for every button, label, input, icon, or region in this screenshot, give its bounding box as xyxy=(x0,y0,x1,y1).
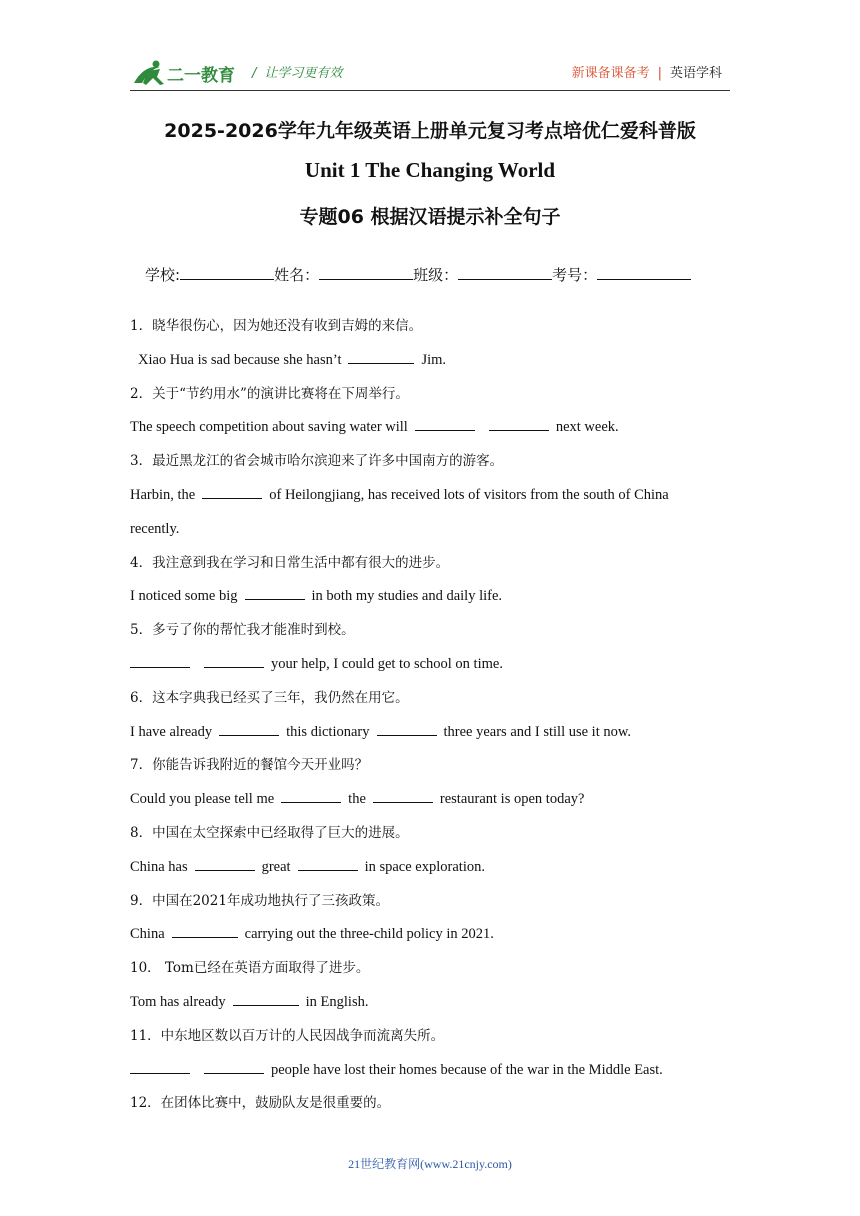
question-8-prompt: 8．中国在太空探索中已经取得了巨大的进展。 xyxy=(130,824,409,841)
text-segment: the xyxy=(348,791,366,808)
student-info-row xyxy=(145,264,691,285)
text-segment: Could you please tell me xyxy=(130,791,275,808)
text-segment: next week. xyxy=(555,419,619,436)
text-segment: great xyxy=(261,858,291,875)
question-2-sentence xyxy=(130,411,730,445)
page-header xyxy=(130,55,730,91)
header-slogan: / 让学习更有效 xyxy=(252,66,343,81)
text-segment: of Heilongjiang, has received lots of visitors from the south of China xyxy=(269,486,669,503)
question-9-prompt: 9．中国在2021年成功地执行了三孩政策。 xyxy=(130,892,389,909)
answer-blank[interactable] xyxy=(172,924,238,938)
text-segment: carrying out the three-child policy in 2021. xyxy=(244,926,494,943)
text-segment: people have lost their homes because of the war in the Middle East. xyxy=(271,1061,663,1078)
question-12-prompt: 12．在团体比赛中，鼓励队友是很重要的。 xyxy=(130,1095,391,1112)
answer-blank[interactable] xyxy=(348,350,414,364)
text-segment: Jim. xyxy=(421,351,447,368)
text-segment: restaurant is open today? xyxy=(439,791,585,808)
header-divider xyxy=(130,90,730,91)
course-label: 新课备课备考 xyxy=(571,66,650,81)
question-11-prompt: 11．中东地区数以百万计的人民因战争而流离失所。 xyxy=(130,1027,445,1044)
question-7-sentence xyxy=(130,783,730,817)
text-segment: three years and I still use it now. xyxy=(443,723,632,740)
answer-blank[interactable] xyxy=(195,857,255,871)
name-label: 姓名： xyxy=(274,266,320,284)
document-title: 2025-2026学年九年级英语上册单元复习考点培优仁爱科普版 xyxy=(164,120,696,142)
answer-blank[interactable] xyxy=(245,586,305,600)
text-segment: Harbin, the xyxy=(130,486,196,503)
question-3-prompt: 3．最近黑龙江的省会城市哈尔滨迎来了许多中国南方的游客。 xyxy=(130,453,504,470)
question-5-sentence xyxy=(130,648,730,682)
answer-blank[interactable] xyxy=(298,857,358,871)
question-3-sentence-cont: recently. xyxy=(130,520,180,537)
question-2-prompt: 2．关于“节约用水”的演讲比赛将在下周举行。 xyxy=(130,385,409,402)
answer-blank[interactable] xyxy=(204,1060,264,1074)
text-segment: in English. xyxy=(305,993,369,1010)
answer-blank[interactable] xyxy=(130,1060,190,1074)
text-segment: Tom has already xyxy=(130,993,226,1010)
text-segment: China xyxy=(130,926,165,943)
header-right xyxy=(572,62,722,81)
name-blank[interactable] xyxy=(319,265,413,280)
header-separator: | xyxy=(657,66,662,81)
logo-text: 二一教育 xyxy=(167,66,235,86)
answer-blank[interactable] xyxy=(219,722,279,736)
question-10-prompt: 10． Tom已经在英语方面取得了进步。 xyxy=(130,960,370,977)
question-4-prompt: 4．我注意到我在学习和日常生活中都有很大的进步。 xyxy=(130,554,450,571)
answer-blank[interactable] xyxy=(281,789,341,803)
question-6-prompt: 6．这本字典我已经买了三年，我仍然在用它。 xyxy=(130,689,409,706)
question-9-sentence xyxy=(130,918,730,952)
text-segment: Xiao Hua is sad because she hasn’t xyxy=(138,351,342,368)
class-blank[interactable] xyxy=(458,265,552,280)
text-segment: China has xyxy=(130,858,188,875)
text-segment: I noticed some big xyxy=(130,588,238,605)
answer-blank[interactable] xyxy=(373,789,433,803)
answer-blank[interactable] xyxy=(377,722,437,736)
unit-title: Unit 1 The Changing World xyxy=(304,158,556,182)
text-segment: I have already xyxy=(130,723,213,740)
question-1-prompt: 1．晓华很伤心，因为她还没有收到吉姆的来信。 xyxy=(130,318,423,334)
question-3-sentence xyxy=(130,479,730,513)
question-4-sentence xyxy=(130,580,730,614)
erer-education-logo xyxy=(130,57,248,89)
question-8-sentence xyxy=(130,851,730,885)
topic-title: 专题06 根据汉语提示补全句子 xyxy=(299,206,561,228)
exam-number-label: 考号： xyxy=(552,266,598,284)
school-blank[interactable] xyxy=(180,265,274,280)
answer-blank[interactable] xyxy=(204,654,264,668)
text-segment: this dictionary xyxy=(286,723,370,740)
subject-label: 英语学科 xyxy=(669,66,722,81)
slogan-text: 让学习更有效 xyxy=(264,66,343,81)
question-list xyxy=(130,310,730,1121)
question-11-sentence xyxy=(130,1054,730,1088)
answer-blank[interactable] xyxy=(415,417,475,431)
text-segment: The speech competition about saving water will xyxy=(130,419,408,436)
question-7-prompt: 7．你能告诉我附近的餐馆今天开业吗？ xyxy=(130,757,369,774)
answer-blank[interactable] xyxy=(202,485,262,499)
school-label: 学校: xyxy=(145,266,181,284)
text-segment: your help, I could get to school on time. xyxy=(271,655,503,672)
text-segment: in both my studies and daily life. xyxy=(311,588,503,605)
answer-blank[interactable] xyxy=(130,654,190,668)
exam-number-blank[interactable] xyxy=(597,265,691,280)
answer-blank[interactable] xyxy=(233,992,299,1006)
question-6-sentence xyxy=(130,716,730,750)
class-label: 班级： xyxy=(413,266,459,284)
answer-blank[interactable] xyxy=(489,417,549,431)
text-segment: in space exploration. xyxy=(364,858,485,875)
question-1-sentence xyxy=(130,344,730,378)
page-footer: 21世纪教育网(www.21cnjy.com) xyxy=(348,1157,512,1171)
question-5-prompt: 5．多亏了你的帮忙我才能准时到校。 xyxy=(130,622,355,639)
question-10-sentence xyxy=(130,986,730,1020)
